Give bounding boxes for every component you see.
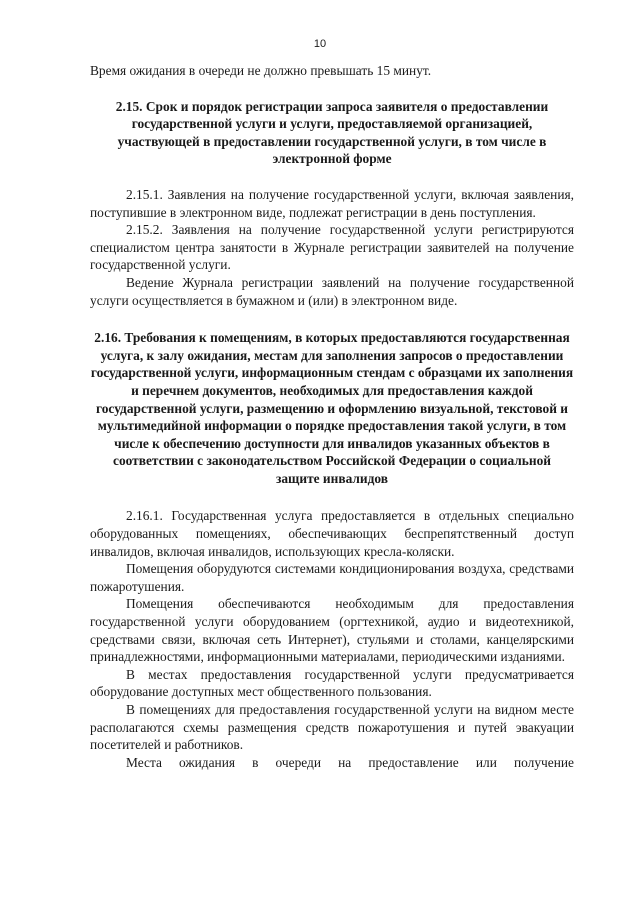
paragraph-evacuation: В помещениях для предоставления государственной услуги на видном месте располагаются схемы размещения средств пожаротушения и путей эвакуации посетителей и работников. <box>90 702 574 753</box>
paragraph-conditioning: Помещения оборудуются системами кондиционирования воздуха, средствами пожаротушения. <box>90 561 574 594</box>
paragraph-waiting-places: Места ожидания в очереди на предоставление или получение <box>126 754 574 770</box>
intro-paragraph: Время ожидания в очереди не должно превышать 15 минут. <box>90 63 432 78</box>
paragraph-journal: Ведение Журнала регистрации заявлений на получение государственной услуги осуществляется в бумажном и (или) в электронном виде. <box>90 274 574 308</box>
paragraph-equipment: Помещения обеспечиваются необходимым для предоставления государственной услуги оборудованием (оргтехникой, аудио и видеотехникой, средствами связи, включая сеть Интернет), стульями и столами, канцелярскими принадлежностями, информационными материалами, периодическими изданиями. <box>90 596 574 665</box>
section-2-15-heading: 2.15. Срок и порядок регистрации запроса заявителя о предоставлении государственной услуги и услуги, предоставляемой организацией, участвующей в предоставлении государственной услуги, в том числе в электронной форме <box>115 98 549 167</box>
paragraph-public-places: В местах предоставления государственной услуги предусматривается оборудование доступных мест общественного пользования. <box>90 666 574 700</box>
paragraph-2-15-2: 2.15.2. Заявления на получение государственной услуги регистрируются специалистом центра занятости в Журнале регистрации заявителей на получение государственной услуги. <box>90 222 574 273</box>
section-2-16-heading: 2.16. Требования к помещениям, в которых предоставляются государственная услуга, к залу ожидания, местам для заполнения запросов о предоставлении государственной услуги, информационным стендам с образцами их заполнения и перечнем документов, необходимых для предоставления каждой государственной услуги, размещению и оформлению визуальной, текстовой и мультимедийной информации о порядке предоставления такой услуги, в том числе к обеспечению доступности для инвалидов указанных объектов в соответствии с законодательством Российской Федерации о социальной защите инвалидов <box>90 330 574 486</box>
document-body <box>90 62 574 771</box>
page-number: 10 <box>313 38 327 50</box>
paragraph-2-16-1: 2.16.1. Государственная услуга предоставляется в отдельных специально оборудованных помещениях, обеспечивающих беспрепятственный доступ инвалидов, включая инвалидов, использующих кресла-коляски. <box>90 508 574 559</box>
paragraph-2-15-1: 2.15.1. Заявления на получение государственной услуги, включая заявления, поступившие в электронном виде, подлежат регистрации в день поступления. <box>90 186 574 220</box>
